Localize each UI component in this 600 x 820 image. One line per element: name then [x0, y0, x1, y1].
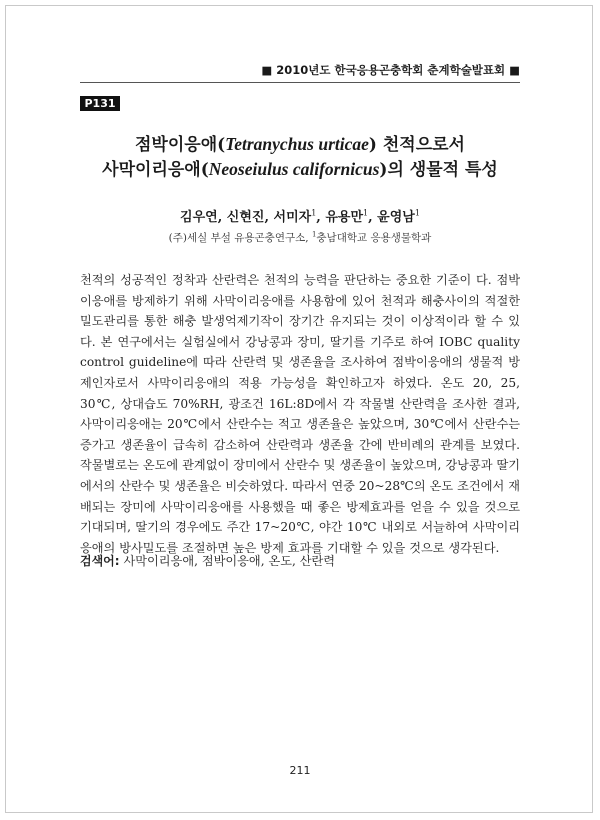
title-scientific-name-2: Neoseiulus californicus: [208, 159, 380, 179]
author-1: 김우연,: [180, 210, 223, 225]
header-rule: [80, 82, 520, 83]
affiliation-2: 충남대학교 응용생물학과: [316, 232, 432, 244]
affiliation-2-mark: 1: [311, 230, 317, 239]
abstract-body: 천적의 성공적인 정착과 산란력은 천적의 능력을 판단하는 중요한 기준이 다. 점박이응애를 방제하기 위해 사막이리응애를 사용함에 있어 천적과 해충사이의 적절한 밀도관리를 통한 해충 발생억제기작이 장기간 유지되는 것이 이상적이라 할 수 있다. 본 연구에서는 실험실에서 강낭콩과 장미, 딸기를 기주로 하여 IOBC quality control guideline에 따라 산란력 및 생존율을 조사하여 점박이응애의 생물적 방제인자로서 사막이리응애의 적용 가능성을 확인하고자 하였다. 온도 20, 25, 30℃, 상대습도 70%RH, 광조건 16L:8D에서 각 작물별 산란력을 조사한 결과, 사막이리응애는 20℃에서 산란수는 적고 생존율은 높았으며, 30℃에서 산란수는 증가고 생존율이 급속히 감소하여 산란력과 생존율 간에 반비례의 관계를 보였다. 작물별로는 온도에 관계없이 장미에서 산란수 및 생존율이 높았으며, 강낭콩과 딸기에서의 산란수 및 생존율은 비슷하였다. 따라서 연중 20~28℃의 온도 조건에서 재배되는 장미에 사막이리응애를 사용했을 때 좋은 방제효과를 얻을 수 있을 것으로 기대되며, 딸기의 경우에도 주간 17~20℃, 야간 10℃ 내외로 서늘하여 사막이리응애의 방사밀도를 조절하면 높은 방제 효과를 기대할 수 있을 것으로 생각된다.: [80, 273, 520, 555]
affiliation-1: (주)세실 부설 유용곤충연구소,: [168, 232, 309, 244]
poster-number-badge: P131: [80, 96, 120, 111]
author-2: 신현진,: [226, 210, 269, 225]
title-line-2-post: )의 생물적 특성: [379, 160, 498, 180]
author-3-affil-mark: 1: [311, 208, 317, 218]
paper-title: [60, 132, 540, 182]
title-scientific-name-1: Tetranychus urticae: [225, 134, 369, 154]
title-line-2-pre: 사막이리응애(: [102, 160, 209, 180]
affiliations: [60, 230, 540, 245]
keywords-line: [80, 552, 520, 569]
author-list: [60, 206, 540, 225]
author-5-affil-mark: 1: [414, 208, 420, 218]
title-line-1-pre: 점박이응애(: [135, 135, 226, 155]
keywords-value: 사막이리응애, 점박이응애, 온도, 산란력: [123, 554, 336, 568]
title-line-1: [60, 132, 540, 157]
author-3: 서미자: [273, 210, 312, 225]
keywords-label: 검색어:: [80, 554, 120, 568]
author-4-affil-mark: 1: [363, 208, 369, 218]
author-5: , 윤영남: [368, 210, 415, 225]
page-number: 211: [289, 764, 311, 777]
title-line-2: [60, 157, 540, 182]
author-4: , 유용만: [316, 210, 364, 225]
conference-header: ■ 2010년도 한국응용곤충학회 춘계학술발표회 ■: [261, 63, 520, 77]
title-line-1-post: ) 천적으로서: [368, 135, 465, 155]
